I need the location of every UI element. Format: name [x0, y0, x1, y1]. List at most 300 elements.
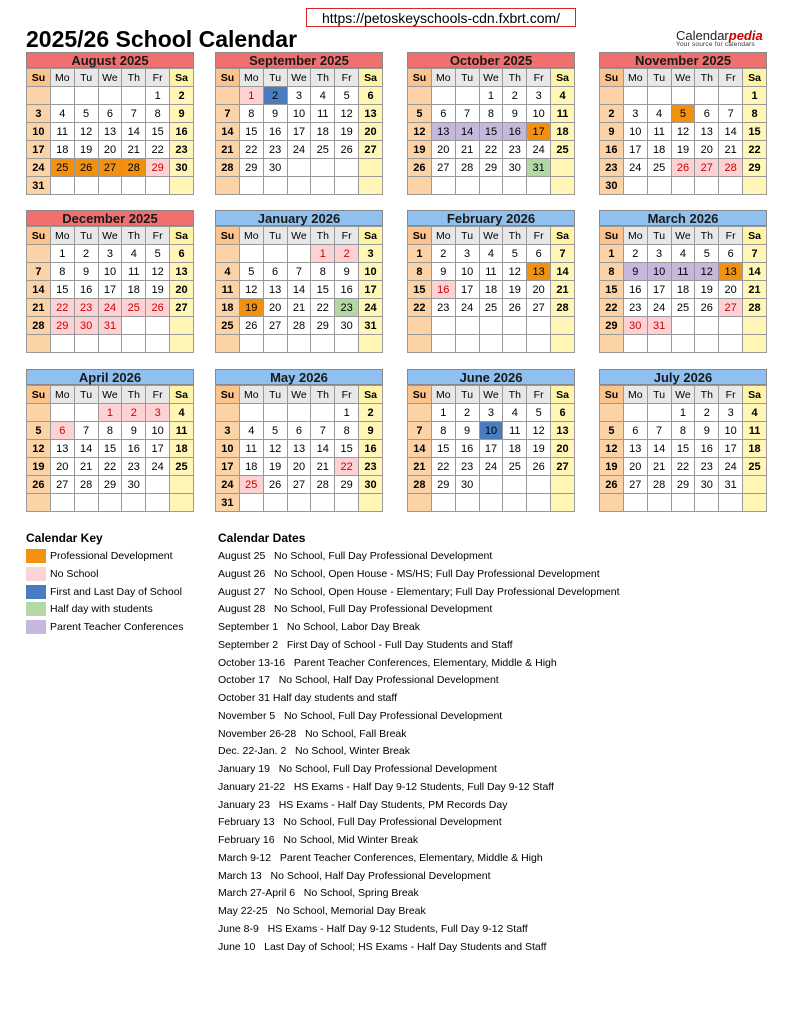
day-cell: 5	[239, 263, 263, 281]
day-cell: 20	[50, 458, 74, 476]
day-cell: 8	[431, 422, 455, 440]
day-cell: 19	[671, 141, 695, 159]
month-calendar	[26, 210, 194, 353]
day-cell: 4	[647, 105, 671, 123]
empty-cell	[335, 335, 359, 353]
day-cell: 7	[216, 105, 240, 123]
month-title: December 2025	[26, 210, 194, 226]
empty-cell	[359, 177, 383, 195]
day-cell: 24	[455, 299, 479, 317]
day-cell: 12	[335, 105, 359, 123]
day-cell: 22	[743, 141, 767, 159]
day-cell: 29	[239, 159, 263, 177]
empty-cell	[216, 87, 240, 105]
day-cell: 28	[551, 299, 575, 317]
weekday-header: Mo	[623, 69, 647, 87]
day-cell: 8	[671, 422, 695, 440]
empty-cell	[600, 87, 624, 105]
day-cell: 18	[743, 440, 767, 458]
empty-cell	[146, 317, 170, 335]
day-cell: 27	[287, 476, 311, 494]
day-cell: 26	[408, 159, 432, 177]
month-calendar	[407, 210, 575, 353]
day-cell: 16	[359, 440, 383, 458]
day-cell: 10	[98, 263, 122, 281]
weekday-header: Su	[600, 386, 624, 404]
weekday-header: We	[98, 227, 122, 245]
day-cell: 1	[671, 404, 695, 422]
day-cell: 23	[122, 458, 146, 476]
day-cell: 4	[671, 245, 695, 263]
day-cell: 3	[719, 404, 743, 422]
day-cell: 26	[335, 141, 359, 159]
day-cell: 12	[527, 422, 551, 440]
day-cell: 17	[455, 281, 479, 299]
empty-cell	[479, 317, 503, 335]
empty-cell	[623, 177, 647, 195]
empty-cell	[503, 335, 527, 353]
empty-cell	[311, 177, 335, 195]
day-cell: 25	[216, 317, 240, 335]
day-cell: 10	[623, 123, 647, 141]
weekday-header: Su	[600, 227, 624, 245]
empty-cell	[408, 177, 432, 195]
day-cell: 13	[431, 123, 455, 141]
day-cell: 1	[146, 87, 170, 105]
day-cell: 18	[311, 123, 335, 141]
day-cell: 15	[335, 440, 359, 458]
day-cell: 27	[431, 159, 455, 177]
day-cell: 5	[146, 245, 170, 263]
weekday-header: Mo	[623, 227, 647, 245]
day-cell: 24	[146, 458, 170, 476]
key-swatch	[26, 549, 46, 563]
day-cell: 24	[216, 476, 240, 494]
weekday-header: Sa	[743, 386, 767, 404]
day-cell: 30	[335, 317, 359, 335]
empty-cell	[647, 404, 671, 422]
day-cell: 4	[50, 105, 74, 123]
day-cell: 14	[27, 281, 51, 299]
day-cell: 21	[743, 281, 767, 299]
empty-cell	[695, 494, 719, 512]
day-cell: 13	[50, 440, 74, 458]
day-cell: 24	[479, 458, 503, 476]
empty-cell	[359, 159, 383, 177]
day-cell: 25	[647, 159, 671, 177]
weekday-header: We	[98, 69, 122, 87]
empty-cell	[719, 494, 743, 512]
empty-cell	[170, 335, 194, 353]
day-cell: 20	[719, 281, 743, 299]
day-cell: 31	[27, 177, 51, 195]
weekday-header: We	[98, 386, 122, 404]
day-cell: 24	[287, 141, 311, 159]
empty-cell	[216, 245, 240, 263]
day-cell: 17	[27, 141, 51, 159]
empty-cell	[27, 87, 51, 105]
empty-cell	[455, 494, 479, 512]
empty-cell	[719, 317, 743, 335]
weekday-header: Th	[695, 227, 719, 245]
day-cell: 7	[743, 245, 767, 263]
day-cell: 27	[98, 159, 122, 177]
empty-cell	[335, 159, 359, 177]
weekday-header: Su	[216, 386, 240, 404]
day-cell: 5	[263, 422, 287, 440]
day-cell: 31	[98, 317, 122, 335]
empty-cell	[263, 494, 287, 512]
day-cell: 10	[216, 440, 240, 458]
day-cell: 10	[527, 105, 551, 123]
day-cell: 8	[98, 422, 122, 440]
day-cell: 14	[455, 123, 479, 141]
day-cell: 3	[146, 404, 170, 422]
day-cell: 27	[170, 299, 194, 317]
day-cell: 8	[743, 105, 767, 123]
weekday-header: We	[287, 69, 311, 87]
day-cell: 14	[122, 123, 146, 141]
empty-cell	[287, 159, 311, 177]
day-cell: 23	[74, 299, 98, 317]
day-cell: 17	[146, 440, 170, 458]
day-cell: 26	[239, 317, 263, 335]
date-entry: September 2 First Day of School - Full Day Students and Staff	[218, 638, 513, 651]
day-cell: 11	[170, 422, 194, 440]
empty-cell	[98, 335, 122, 353]
day-cell: 22	[408, 299, 432, 317]
day-cell: 3	[455, 245, 479, 263]
day-cell: 19	[527, 440, 551, 458]
day-cell: 25	[170, 458, 194, 476]
day-cell: 7	[27, 263, 51, 281]
day-cell: 27	[719, 299, 743, 317]
day-cell: 26	[74, 159, 98, 177]
day-cell: 31	[216, 494, 240, 512]
empty-cell	[263, 404, 287, 422]
day-cell: 30	[455, 476, 479, 494]
empty-cell	[408, 87, 432, 105]
day-cell: 21	[27, 299, 51, 317]
weekday-header: Tu	[263, 386, 287, 404]
empty-cell	[146, 476, 170, 494]
day-cell: 8	[311, 263, 335, 281]
day-cell: 26	[27, 476, 51, 494]
day-cell: 2	[359, 404, 383, 422]
day-cell: 23	[600, 159, 624, 177]
day-cell: 21	[408, 458, 432, 476]
day-cell: 10	[359, 263, 383, 281]
day-cell: 2	[600, 105, 624, 123]
day-cell: 4	[170, 404, 194, 422]
empty-cell	[359, 335, 383, 353]
day-cell: 25	[551, 141, 575, 159]
day-cell: 21	[719, 141, 743, 159]
empty-cell	[623, 87, 647, 105]
date-entry: October 13-16 Parent Teacher Conferences, Elementary, Middle & High	[218, 656, 557, 669]
day-cell: 5	[408, 105, 432, 123]
weekday-header: Fr	[146, 227, 170, 245]
day-cell: 9	[431, 263, 455, 281]
day-cell: 23	[431, 299, 455, 317]
empty-cell	[527, 476, 551, 494]
day-cell: 13	[527, 263, 551, 281]
key-label: Half day with students	[50, 603, 153, 616]
day-cell: 26	[503, 299, 527, 317]
empty-cell	[551, 317, 575, 335]
day-cell: 9	[503, 105, 527, 123]
day-cell: 28	[122, 159, 146, 177]
month-title: August 2025	[26, 52, 194, 68]
date-entry: November 26-28 No School, Fall Break	[218, 727, 407, 740]
day-cell: 5	[527, 404, 551, 422]
month-title: October 2025	[407, 52, 575, 68]
day-cell: 1	[239, 87, 263, 105]
day-cell: 19	[600, 458, 624, 476]
empty-cell	[74, 404, 98, 422]
key-swatch	[26, 567, 46, 581]
empty-cell	[671, 494, 695, 512]
day-cell: 16	[170, 123, 194, 141]
day-cell: 5	[600, 422, 624, 440]
empty-cell	[146, 494, 170, 512]
day-cell: 16	[623, 281, 647, 299]
day-cell: 13	[695, 123, 719, 141]
key-swatch	[26, 585, 46, 599]
empty-cell	[431, 87, 455, 105]
empty-cell	[170, 494, 194, 512]
day-cell: 14	[311, 440, 335, 458]
weekday-header: Fr	[527, 386, 551, 404]
date-entry: August 26 No School, Open House - MS/HS; Full Day Professional Development	[218, 567, 600, 580]
day-cell: 22	[98, 458, 122, 476]
day-cell: 2	[122, 404, 146, 422]
month-title: May 2026	[215, 369, 383, 385]
day-cell: 19	[74, 141, 98, 159]
day-cell: 15	[671, 440, 695, 458]
day-cell: 28	[74, 476, 98, 494]
day-cell: 23	[335, 299, 359, 317]
weekday-header: We	[479, 69, 503, 87]
weekday-header: Fr	[146, 386, 170, 404]
month-calendar	[26, 369, 194, 512]
day-cell: 28	[216, 159, 240, 177]
day-cell: 7	[74, 422, 98, 440]
day-cell: 20	[263, 299, 287, 317]
weekday-header: Mo	[239, 227, 263, 245]
day-cell: 16	[695, 440, 719, 458]
day-cell: 28	[287, 317, 311, 335]
empty-cell	[695, 335, 719, 353]
key-swatch	[26, 602, 46, 616]
empty-cell	[287, 177, 311, 195]
day-cell: 15	[239, 123, 263, 141]
weekday-header: Th	[503, 69, 527, 87]
empty-cell	[647, 177, 671, 195]
empty-cell	[695, 317, 719, 335]
day-cell: 23	[695, 458, 719, 476]
day-cell: 8	[50, 263, 74, 281]
day-cell: 27	[263, 317, 287, 335]
day-cell: 9	[74, 263, 98, 281]
day-cell: 25	[671, 299, 695, 317]
day-cell: 6	[170, 245, 194, 263]
day-cell: 9	[122, 422, 146, 440]
day-cell: 6	[359, 87, 383, 105]
day-cell: 18	[503, 440, 527, 458]
day-cell: 11	[671, 263, 695, 281]
day-cell: 22	[239, 141, 263, 159]
day-cell: 25	[479, 299, 503, 317]
day-cell: 16	[503, 123, 527, 141]
empty-cell	[287, 335, 311, 353]
logo-text-bold: pedia	[728, 28, 763, 43]
empty-cell	[263, 177, 287, 195]
day-cell: 29	[743, 159, 767, 177]
day-cell: 15	[479, 123, 503, 141]
key-label: No School	[50, 567, 99, 580]
day-cell: 8	[600, 263, 624, 281]
weekday-header: Mo	[50, 386, 74, 404]
day-cell: 17	[359, 281, 383, 299]
day-cell: 17	[647, 281, 671, 299]
day-cell: 3	[647, 245, 671, 263]
day-cell: 13	[263, 281, 287, 299]
day-cell: 29	[600, 317, 624, 335]
weekday-header: Th	[311, 386, 335, 404]
day-cell: 6	[719, 245, 743, 263]
day-cell: 4	[551, 87, 575, 105]
empty-cell	[671, 177, 695, 195]
day-cell: 21	[74, 458, 98, 476]
day-cell: 7	[311, 422, 335, 440]
day-cell: 2	[695, 404, 719, 422]
day-cell: 9	[623, 263, 647, 281]
empty-cell	[551, 494, 575, 512]
day-cell: 30	[600, 177, 624, 195]
logo-tagline: Your source for calendars	[676, 41, 755, 48]
empty-cell	[311, 159, 335, 177]
weekday-header: Fr	[335, 227, 359, 245]
day-cell: 11	[503, 422, 527, 440]
empty-cell	[287, 245, 311, 263]
day-cell: 18	[647, 141, 671, 159]
empty-cell	[74, 335, 98, 353]
day-cell: 19	[263, 458, 287, 476]
empty-cell	[695, 87, 719, 105]
day-cell: 21	[216, 141, 240, 159]
empty-cell	[335, 494, 359, 512]
day-cell: 18	[170, 440, 194, 458]
day-cell: 11	[479, 263, 503, 281]
weekday-header: Su	[408, 69, 432, 87]
day-cell: 23	[455, 458, 479, 476]
empty-cell	[743, 335, 767, 353]
day-cell: 1	[479, 87, 503, 105]
month-title: January 2026	[215, 210, 383, 226]
month-calendar	[215, 369, 383, 512]
day-cell: 14	[719, 123, 743, 141]
day-cell: 24	[527, 141, 551, 159]
day-cell: 2	[170, 87, 194, 105]
empty-cell	[479, 335, 503, 353]
weekday-header: Su	[216, 69, 240, 87]
day-cell: 2	[503, 87, 527, 105]
empty-cell	[743, 177, 767, 195]
day-cell: 13	[359, 105, 383, 123]
empty-cell	[50, 494, 74, 512]
date-entry: August 25 No School, Full Day Professional Development	[218, 550, 493, 562]
empty-cell	[647, 87, 671, 105]
day-cell: 7	[287, 263, 311, 281]
weekday-header: Sa	[359, 69, 383, 87]
day-cell: 27	[527, 299, 551, 317]
day-cell: 14	[74, 440, 98, 458]
weekday-header: We	[671, 386, 695, 404]
empty-cell	[743, 317, 767, 335]
weekday-header: Tu	[647, 69, 671, 87]
day-cell: 20	[170, 281, 194, 299]
day-cell: 8	[335, 422, 359, 440]
day-cell: 1	[600, 245, 624, 263]
day-cell: 12	[503, 263, 527, 281]
day-cell: 6	[431, 105, 455, 123]
empty-cell	[503, 177, 527, 195]
empty-cell	[239, 404, 263, 422]
day-cell: 3	[359, 245, 383, 263]
empty-cell	[695, 177, 719, 195]
empty-cell	[623, 494, 647, 512]
day-cell: 12	[263, 440, 287, 458]
date-entry: September 1 No School, Labor Day Break	[218, 621, 420, 633]
day-cell: 10	[479, 422, 503, 440]
weekday-header: Th	[311, 227, 335, 245]
empty-cell	[431, 177, 455, 195]
day-cell: 11	[743, 422, 767, 440]
day-cell: 25	[239, 476, 263, 494]
day-cell: 8	[146, 105, 170, 123]
empty-cell	[527, 335, 551, 353]
day-cell: 5	[503, 245, 527, 263]
empty-cell	[216, 404, 240, 422]
empty-cell	[311, 335, 335, 353]
empty-cell	[146, 177, 170, 195]
source-url[interactable]: https://petoskeyschools-cdn.fxbrt.com/	[306, 8, 576, 27]
empty-cell	[50, 335, 74, 353]
empty-cell	[647, 335, 671, 353]
day-cell: 3	[98, 245, 122, 263]
day-cell: 6	[287, 422, 311, 440]
empty-cell	[50, 87, 74, 105]
empty-cell	[623, 335, 647, 353]
weekday-header: Su	[27, 386, 51, 404]
calendar-dates-title: Calendar Dates	[218, 531, 306, 545]
month-calendar	[599, 52, 767, 195]
day-cell: 19	[408, 141, 432, 159]
day-cell: 14	[647, 440, 671, 458]
empty-cell	[170, 476, 194, 494]
day-cell: 10	[146, 422, 170, 440]
day-cell: 19	[503, 281, 527, 299]
empty-cell	[551, 476, 575, 494]
empty-cell	[455, 317, 479, 335]
day-cell: 21	[551, 281, 575, 299]
month-calendar	[407, 52, 575, 195]
day-cell: 15	[311, 281, 335, 299]
day-cell: 11	[239, 440, 263, 458]
date-entry: August 27 No School, Open House - Elementary; Full Day Professional Development	[218, 585, 620, 598]
date-entry: November 5 No School, Full Day Professional Development	[218, 709, 503, 722]
